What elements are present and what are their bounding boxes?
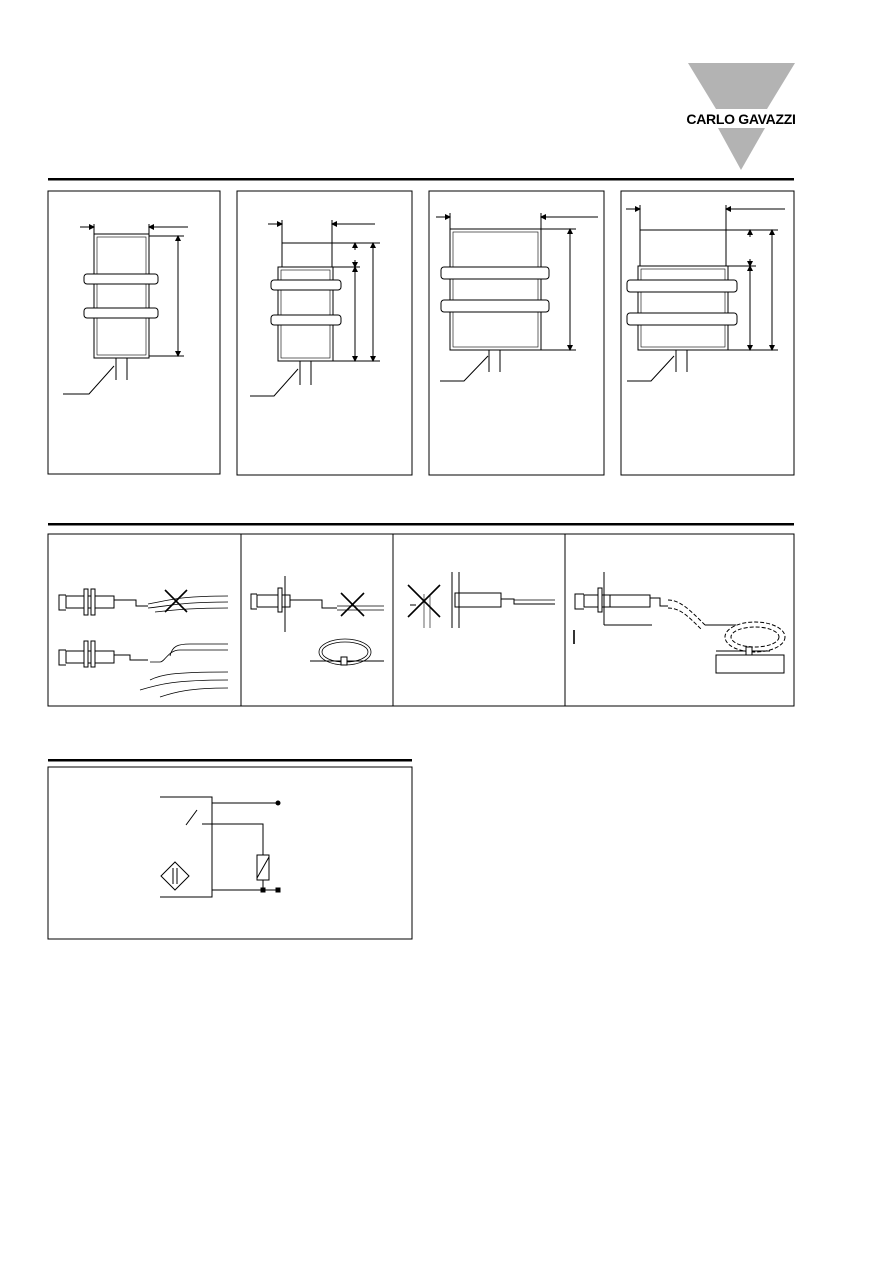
dimension-panel-4 — [621, 191, 794, 475]
section-rule-wiring — [48, 759, 412, 762]
wiring-diagram — [48, 767, 412, 939]
installation-hint-2 — [251, 576, 384, 665]
installation-hint-3 — [408, 572, 555, 628]
logo-brand-text: CARLO GAVAZZI — [686, 111, 796, 127]
switch-contact-icon — [186, 810, 197, 825]
section-rule-installation — [48, 523, 794, 526]
installation-hint-4 — [574, 572, 785, 673]
sensor-symbol-icon — [161, 862, 189, 890]
dimension-panel-1 — [48, 191, 220, 474]
logo-bottom-triangle-icon — [718, 128, 765, 170]
installation-hint-1 — [59, 589, 228, 697]
terminal-negative — [276, 888, 280, 892]
dimension-panel-3 — [429, 191, 604, 475]
logo-top-triangle-icon — [688, 63, 795, 109]
terminal-positive — [276, 801, 280, 805]
dimension-panel-2 — [237, 191, 412, 475]
installation-hints-frame — [48, 534, 794, 706]
carlo-gavazzi-logo — [686, 63, 795, 170]
section-rule-dimensions — [48, 178, 794, 181]
